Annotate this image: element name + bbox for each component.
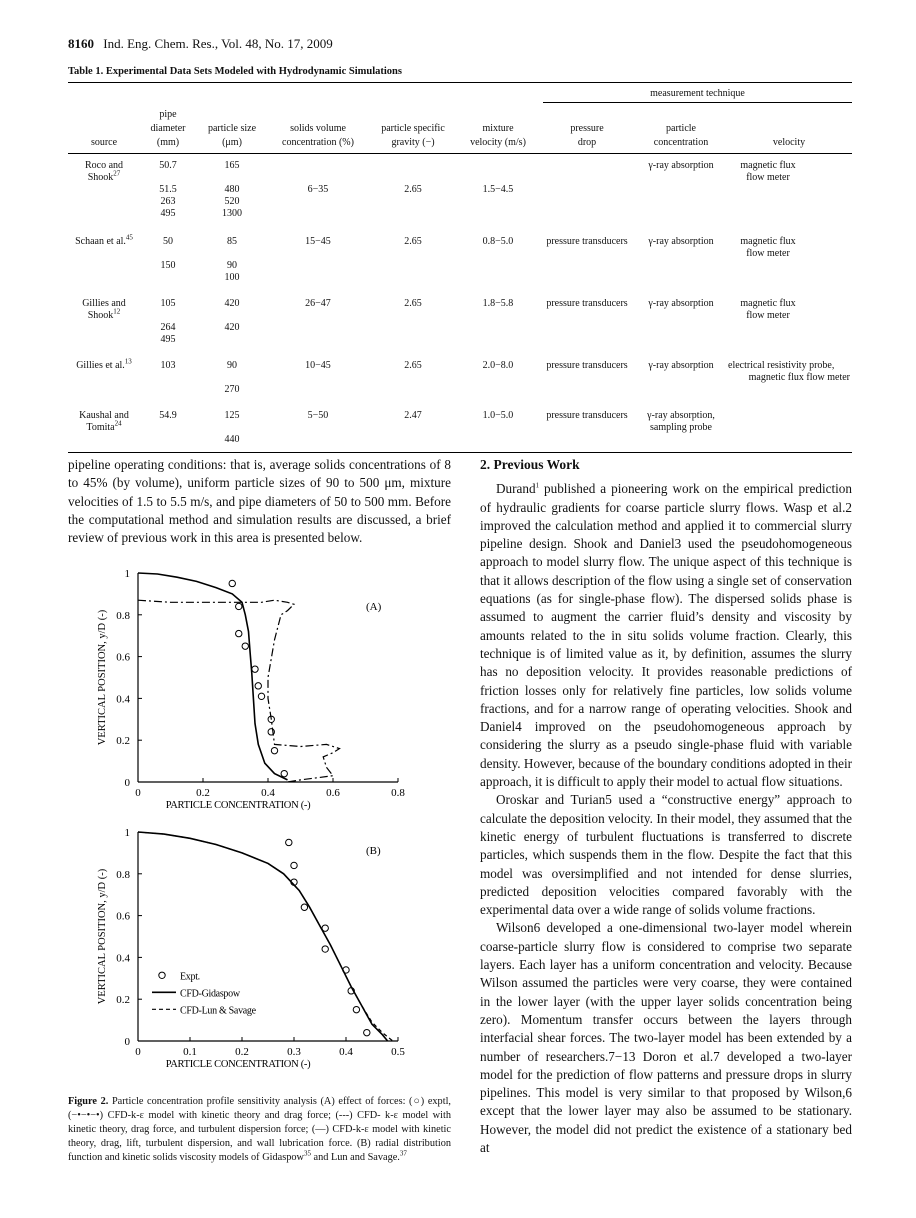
table-cell-solids: 6−35 [307, 184, 329, 195]
y-tick-label: 0.4 [116, 952, 130, 965]
col-solids: solids volume concentration (%) [282, 123, 354, 148]
table-cell-size: 125 [224, 410, 240, 421]
x-tick-label: 0.2 [235, 1046, 249, 1058]
data-point-exptl [286, 839, 292, 845]
x-tick-label: 0.2 [196, 787, 210, 799]
x-tick-label: 0.4 [261, 787, 275, 799]
table-cell-velocity: flow meter [746, 172, 790, 183]
y-tick-label: 0 [124, 777, 130, 789]
table-cell-gravity: 2.65 [404, 360, 422, 371]
series-line [138, 573, 288, 780]
table-cell-mixture: 1.0−5.0 [482, 410, 514, 421]
y-tick-label: 0 [124, 1036, 130, 1048]
table-cell-mixture: 1.8−5.8 [482, 298, 514, 309]
y-tick-label: 0.2 [116, 735, 130, 748]
table-cell-velocity: magnetic flux flow meter [748, 372, 850, 383]
data-point-exptl [258, 693, 264, 699]
x-tick-label: 0.3 [287, 1046, 301, 1058]
table-cell-source: Gillies et al.$^{13}$ [76, 357, 132, 371]
y-axis-label: VERTICAL POSITION, y/D (-) [97, 868, 108, 1005]
table-cell-size: 85 [227, 236, 237, 247]
panel-label: (A) [366, 601, 382, 613]
y-tick-label: 0.8 [116, 609, 130, 622]
data-point-exptl [291, 862, 297, 868]
table-cell-solids: 10−45 [305, 360, 331, 371]
table-cell-diameter: 495 [160, 208, 176, 219]
table-cell-diameter: 54.9 [159, 410, 177, 421]
table-cell-source: Tomita$^{24}$ [86, 419, 122, 433]
header-rule [68, 153, 852, 154]
table-cell-size: 90 [227, 260, 237, 271]
table-cell-pressure: pressure transducers [546, 236, 628, 247]
y-tick-label: 0.2 [116, 994, 130, 1007]
table-cell-pressure: pressure transducers [546, 360, 628, 371]
data-point-exptl [322, 946, 328, 952]
right-column [480, 456, 852, 1157]
y-tick-label: 1 [124, 827, 130, 839]
table-cell-diameter: 263 [160, 196, 176, 207]
y-axis-label: VERTICAL POSITION, y/D (-) [97, 609, 108, 746]
running-header [68, 36, 333, 52]
table-cell-size: 420 [224, 298, 240, 309]
data-point-exptl [229, 580, 235, 586]
col-concentration: particle concentration [653, 123, 709, 148]
table-bottom-rule [68, 452, 852, 453]
table-cell-solids: 5−50 [307, 410, 329, 421]
table-cell-diameter: 51.5 [159, 184, 177, 195]
table-cell-diameter: 105 [160, 298, 176, 309]
table-cell-diameter: 50.7 [159, 160, 177, 171]
table-caption: Table 1. Experimental Data Sets Modeled with Hydrodynamic Simulations [68, 66, 402, 77]
table-cell-diameter: 264 [160, 322, 176, 333]
table-cell-source: Schaan et al.$^{45}$ [75, 233, 133, 247]
x-tick-label: 0.6 [326, 787, 340, 799]
section-heading: 2. Previous Work [480, 457, 580, 472]
x-tick-label: 0 [135, 787, 141, 799]
group-rule [543, 102, 852, 103]
data-point-exptl [252, 666, 258, 672]
table-cell-concentration: γ-ray absorption [648, 360, 714, 371]
table-cell-concentration: γ-ray absorption [648, 160, 714, 171]
table-cell-velocity: electrical resistivity probe, [728, 360, 835, 371]
table-cell-solids: 15−45 [305, 236, 331, 247]
x-axis-label: PARTICLE CONCENTRATION (-) [165, 800, 311, 811]
table-cell-gravity: 2.65 [404, 298, 422, 309]
journal-citation: Ind. Eng. Chem. Res., Vol. 48, No. 17, 2009 [103, 36, 333, 51]
data-point-exptl [271, 747, 277, 753]
table-cell-size: 100 [224, 272, 240, 283]
table-cell-velocity: flow meter [746, 310, 790, 321]
data-point-exptl [242, 643, 248, 649]
data-point-exptl [236, 630, 242, 636]
table-cell-mixture: 1.5−4.5 [482, 184, 514, 195]
table-cell-gravity: 2.47 [404, 410, 422, 421]
table-cell-size: 420 [224, 322, 240, 333]
group-header: measurement technique [650, 88, 745, 99]
col-gravity: particle specific gravity (−) [381, 123, 445, 148]
table-cell-diameter: 50 [163, 236, 173, 247]
y-tick-label: 0.4 [116, 693, 130, 706]
table-cell-source: Gillies and [82, 298, 126, 309]
paragraph-3: Wilson6 developed a one-dimensional two-layer model wherein coarse-particle slurry flow is considered to comprise two separate layers. Each layer has a uniform concentration and velocity. Because Wilson assumed the particles were very coarse, they were contained in the lower layer (with the upper layer solids concentration being zero). Momentum transfer occurs between the layers through interfacial shear forces. The two-layer model has been extended by a number of researchers.7−13 Doron et al.7 developed a two-layer model for the prediction of flow patterns and pressure drops in slurry pipelines. This model is very similar to that proposed by Wilson,6 except that the lower layer may also be assumed to be stationary. However, the model did not predict the existence of a stationary bed at [480, 920, 852, 1155]
col-pressure: pressure drop [570, 123, 604, 148]
paragraph-1: Durand$^1$ published a pioneering work on the empirical prediction of hydraulic gradients for coarse particle slurry flows. Wasp et al.2 improved the calculation method and applied it to commercial slurry pipeline design. Shook and Daniel3 used the pseudohomogeneous approach to model slurry flow. The unique aspect of this technique is that it allows description of the flow using a single set of conservation equations (as for single-phase flow). The dispersed solids phase is assumed to augment the carrier fluid’s density and viscosity by amounts related to the in situ solids volume fraction. Clearly, this technique is of limited value as it, by definition, assumes the slurry has no deposition velocity. It provides reasonable predictions of friction losses only for relatively fine particles, low solids volume fractions, and for a narrow range of operating velocities. Shook and Daniel4 improved on the pseudohomogeneous approach by considering the slurry as a pseudo single-phase fluid with variable density. However, because of the boundary conditions adopted in their approach, it is difficult to apply their model to actual flow situations. [480, 481, 852, 790]
x-tick-label: 0 [135, 1046, 141, 1058]
col-source: source [90, 137, 118, 148]
data-point-exptl [353, 1006, 359, 1012]
series-line [138, 600, 340, 782]
figure-2 [68, 562, 451, 1087]
table-cell-concentration: γ-ray absorption, [647, 410, 715, 421]
data-point-exptl [281, 770, 287, 776]
table-cell-gravity: 2.65 [404, 184, 422, 195]
table-cell-size: 440 [224, 434, 240, 445]
table-cell-velocity: magnetic flux [740, 160, 796, 171]
table-cell-size: 165 [224, 160, 240, 171]
y-tick-label: 0.6 [116, 910, 130, 923]
table-cell-size: 270 [224, 384, 240, 395]
legend-marker [159, 972, 165, 978]
table-cell-velocity: magnetic flux [740, 298, 796, 309]
table-cell-mixture: 2.0−8.0 [482, 360, 514, 371]
table-cell-concentration: γ-ray absorption [648, 236, 714, 247]
table-cell-source: Roco and [84, 160, 124, 171]
table-cell-mixture: 0.8−5.0 [482, 236, 514, 247]
data-point-exptl [255, 683, 261, 689]
table-top-rule [68, 82, 852, 83]
legend-label: CFD-Lun & Savage [180, 1005, 256, 1017]
data-point-exptl [364, 1029, 370, 1035]
paragraph-2: Oroskar and Turian5 used a “constructive energy” approach to calculate the deposition velocity. In their model, they assumed that the kinetic energy of turbulent fluctuations is transferred to discrete particles, which suspends them in the flow. Despite the fact that this model was oversimplified and not intended for dense slurries, predicted deposition velocities compared favorably with the experimental data over a wide range of solids volume fractions. [480, 792, 852, 918]
data-point-exptl [236, 603, 242, 609]
table-cell-size: 90 [227, 360, 237, 371]
table-cell-concentration: γ-ray absorption [648, 298, 714, 309]
chart-panel-a [97, 568, 405, 811]
y-tick-label: 1 [124, 568, 130, 580]
legend-label: Expt. [180, 971, 200, 983]
x-tick-label: 0.1 [183, 1046, 197, 1058]
table-cell-source: Shook$^{27}$ [87, 169, 121, 183]
figure-caption: Figure 2. Particle concentration profile sensitivity analysis (A) effect of forces: (○) exptl, (−•−•−•) CFD-k-ε model with kinetic theory and drag force; (---) CFD- k-ε model with kinetic theory, drag force, and turbulent dispersion force; (—) CFD-k-ε model with kinetic theory, drag, lift, turbulent dispersion, and wall lubrication force. (B) radial distribution function and kinetic solids viscosity models of Gidaspow$^{35}$ and Lun and Savage.$^{37}$ [68, 1096, 451, 1163]
table-cell-diameter: 103 [160, 360, 176, 371]
x-tick-label: 0.5 [391, 1046, 405, 1058]
y-tick-label: 0.8 [116, 868, 130, 881]
table-cell-source: Kaushal and [79, 410, 129, 421]
table-cell-velocity: magnetic flux [740, 236, 796, 247]
table-cell-gravity: 2.65 [404, 236, 422, 247]
legend-label: CFD-Gidaspow [180, 988, 240, 1000]
x-tick-label: 0.4 [339, 1046, 353, 1058]
col-velocity: velocity [772, 137, 806, 148]
col-mixture: mixture velocity (m/s) [470, 123, 526, 148]
panel-label: (B) [366, 845, 381, 857]
y-tick-label: 0.6 [116, 651, 130, 664]
left-intro-paragraph: pipeline operating conditions: that is, average solids concentrations of 8 to 45% (by volume), uniform particle sizes of 90 to 500 μm, mixture velocities of 1.5 to 5.5 m/s, and pipe diameters of 50 to 500 mm. Before the computational method and simulation results are discussed, a brief review of previous work in this area is presented below. [68, 457, 451, 546]
col-pipe-diameter: pipe diameter (mm) [150, 109, 186, 148]
table-cell-diameter: 150 [160, 260, 176, 271]
table-cell-velocity: flow meter [746, 248, 790, 259]
table-cell-size: 480 [224, 184, 240, 195]
table-cell-source: Shook$^{12}$ [87, 307, 121, 321]
table-cell-concentration: sampling probe [650, 422, 712, 433]
page-number: 8160 [68, 36, 94, 51]
chart-panel-b [97, 827, 405, 1070]
data-point-exptl [301, 904, 307, 910]
x-tick-label: 0.8 [391, 787, 405, 799]
table-cell-size: 520 [224, 196, 240, 207]
table-cell-solids: 26−47 [305, 298, 331, 309]
table-cell-diameter: 495 [160, 334, 176, 345]
col-particle-size: particle size (μm) [207, 123, 257, 148]
data-table [68, 84, 852, 454]
table-cell-size: 1300 [222, 208, 242, 219]
table-cell-pressure: pressure transducers [546, 298, 628, 309]
x-axis-label: PARTICLE CONCENTRATION (-) [165, 1059, 311, 1070]
table-cell-pressure: pressure transducers [546, 410, 628, 421]
